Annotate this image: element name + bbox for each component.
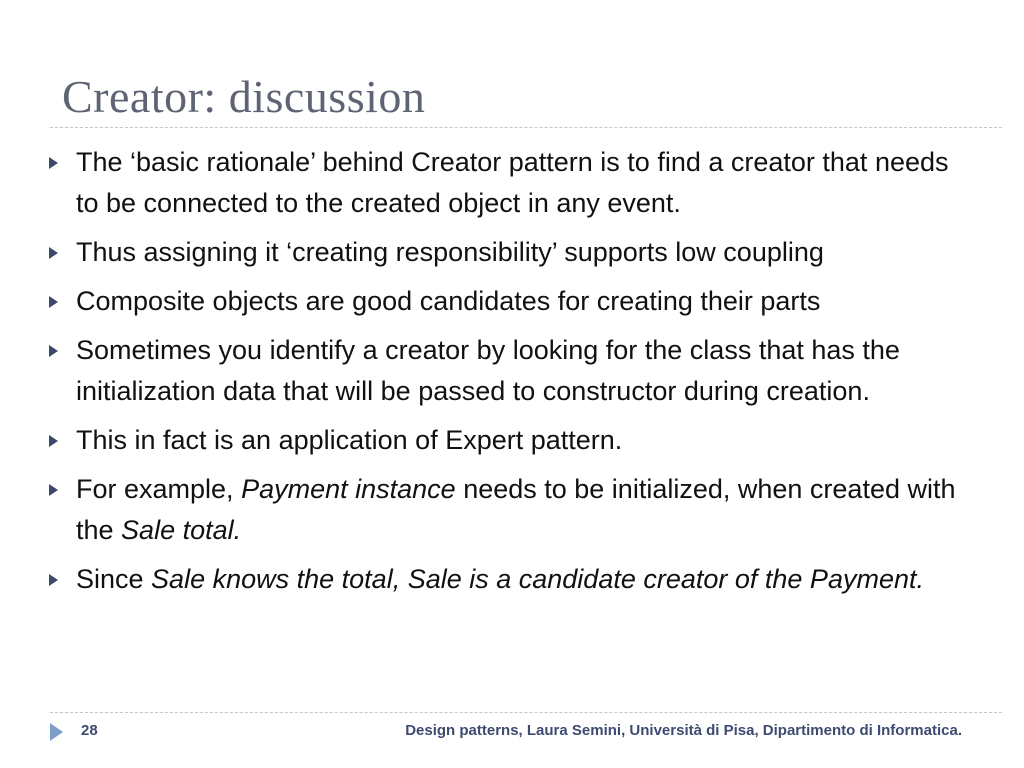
bullet-text-italic: Sale total. — [121, 515, 242, 545]
bullet-list — [46, 142, 966, 608]
footer-divider — [50, 712, 1002, 713]
triangle-bullet-icon — [49, 157, 58, 169]
bullet-text: The ‘basic rationale’ behind Creator pattern is to find a creator that needs to be connected to the created object in any event. — [76, 147, 949, 218]
bullet-item — [46, 232, 966, 273]
triangle-bullet-icon — [49, 435, 58, 447]
bullet-text-italic: Sale knows the total, Sale is a candidate creator of the Payment. — [151, 564, 924, 594]
bullet-text: needs to be initialized, when created with the — [76, 474, 956, 545]
bullet-text: Composite objects are good candidates for creating their parts — [76, 286, 821, 316]
triangle-bullet-icon — [49, 484, 58, 496]
footer-triangle-icon — [50, 723, 63, 741]
bullet-text: Sometimes you identify a creator by looking for the class that has the initialization data that will be passed to constructor during creation. — [76, 335, 900, 406]
triangle-bullet-icon — [49, 345, 58, 357]
bullet-text-italic: Payment instance — [241, 474, 456, 504]
triangle-bullet-icon — [49, 247, 58, 259]
bullet-text: Since — [76, 564, 152, 594]
footer-text: Design patterns, Laura Semini, Università di Pisa, Dipartimento di Informatica. — [405, 722, 962, 739]
bullet-item — [46, 469, 966, 551]
bullet-text: Thus assigning it ‘creating responsibility’ supports low coupling — [76, 237, 824, 267]
bullet-text: This in fact is an application of Expert pattern. — [76, 425, 623, 455]
slide-title: Creator: discussion — [62, 71, 426, 122]
page-number: 28 — [81, 722, 98, 739]
bullet-item — [46, 559, 966, 600]
bullet-item — [46, 281, 966, 322]
bullet-item — [46, 330, 966, 412]
title-divider — [50, 127, 1002, 128]
bullet-item — [46, 142, 966, 224]
bullet-text: For example, — [76, 474, 242, 504]
triangle-bullet-icon — [49, 574, 58, 586]
triangle-bullet-icon — [49, 296, 58, 308]
bullet-item — [46, 420, 966, 461]
